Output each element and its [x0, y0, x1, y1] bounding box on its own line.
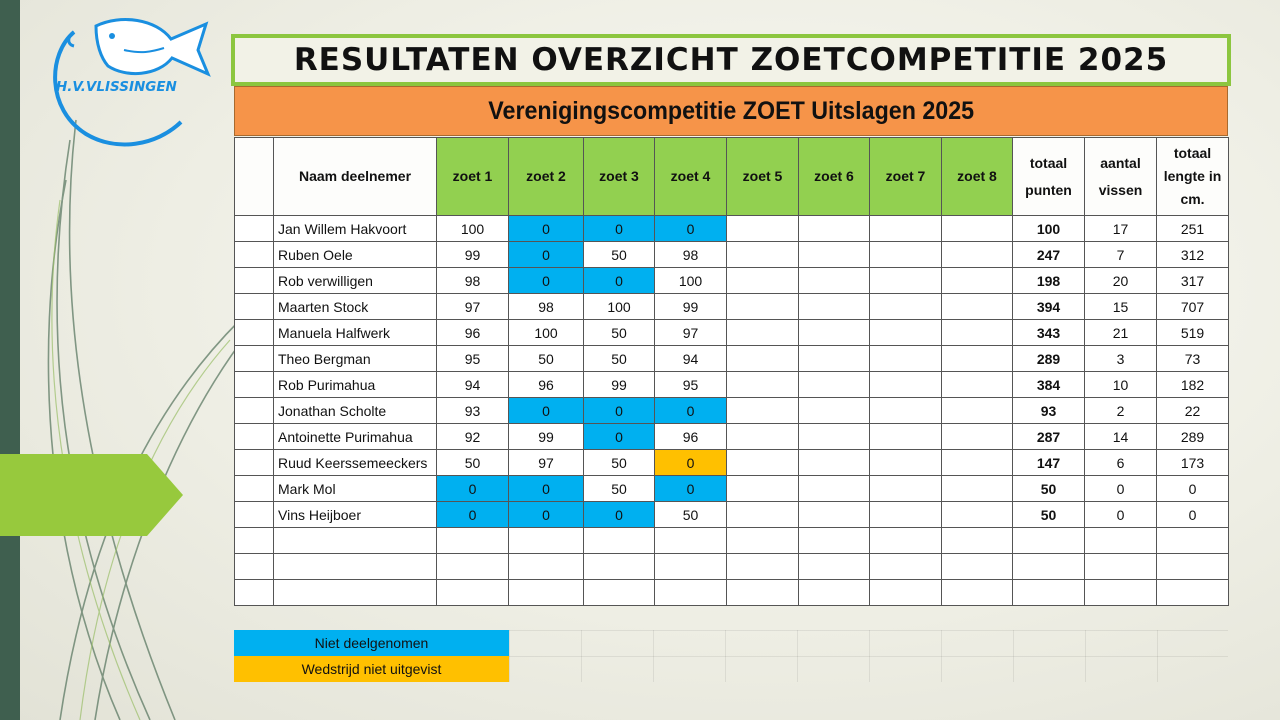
score-cell-zoet-5: [727, 580, 799, 606]
score-cell-zoet-2: 0: [509, 502, 584, 528]
score-cell-zoet-4: 98: [655, 242, 727, 268]
score-cell-zoet-8: [942, 450, 1013, 476]
score-cell-zoet-4: [655, 580, 727, 606]
participant-name-cell: Jan Willem Hakvoort: [274, 216, 437, 242]
participant-name-cell: Antoinette Purimahua: [274, 424, 437, 450]
total-length-cell: 182: [1157, 372, 1229, 398]
fish-count-cell: [1085, 580, 1157, 606]
green-arrow-shape: [0, 454, 183, 536]
total-points-cell: 147: [1013, 450, 1085, 476]
total-points-cell: 198: [1013, 268, 1085, 294]
hook-tip-icon: [69, 32, 74, 46]
total-length-cell: 317: [1157, 268, 1229, 294]
participant-name-cell: Theo Bergman: [274, 346, 437, 372]
score-cell-zoet-2: [509, 580, 584, 606]
total-points-cell: [1013, 554, 1085, 580]
score-cell-zoet-5: [727, 372, 799, 398]
column-header-aantal-vissen: aantal vissen: [1085, 138, 1157, 216]
fish-count-cell: 20: [1085, 268, 1157, 294]
score-cell-zoet-3: 0: [584, 502, 655, 528]
score-cell-zoet-8: [942, 268, 1013, 294]
column-header-zoet-5: zoet 5: [727, 138, 799, 216]
score-cell-zoet-6: [799, 476, 870, 502]
score-cell-zoet-8: [942, 320, 1013, 346]
score-cell-zoet-5: [727, 450, 799, 476]
row-index-cell: [235, 476, 274, 502]
table-row: [235, 242, 1229, 268]
row-index-cell: [235, 502, 274, 528]
participant-name-cell: Maarten Stock: [274, 294, 437, 320]
table-row: [235, 424, 1229, 450]
table-row: [235, 268, 1229, 294]
score-cell-zoet-5: [727, 424, 799, 450]
column-header-zoet-2: zoet 2: [509, 138, 584, 216]
table-row: [235, 528, 1229, 554]
total-points-cell: 289: [1013, 346, 1085, 372]
score-cell-zoet-1: [437, 554, 509, 580]
score-cell-zoet-5: [727, 554, 799, 580]
subtitle-bar: [234, 86, 1228, 136]
participant-name-cell: Ruud Keerssemeeckers: [274, 450, 437, 476]
participant-name-cell: [274, 554, 437, 580]
total-length-cell: 707: [1157, 294, 1229, 320]
score-cell-zoet-1: 97: [437, 294, 509, 320]
score-cell-zoet-1: [437, 580, 509, 606]
legend-faint-grid: [509, 630, 1228, 682]
total-points-cell: 287: [1013, 424, 1085, 450]
legend-label-wedstrijd-niet-uitgevist: Wedstrijd niet uitgevist: [301, 661, 442, 677]
total-points-cell: 100: [1013, 216, 1085, 242]
row-index-cell: [235, 216, 274, 242]
participant-name-cell: Vins Heijboer: [274, 502, 437, 528]
total-length-cell: 289: [1157, 424, 1229, 450]
total-length-cell: [1157, 554, 1229, 580]
score-cell-zoet-6: [799, 346, 870, 372]
score-cell-zoet-8: [942, 242, 1013, 268]
fish-count-cell: [1085, 554, 1157, 580]
score-cell-zoet-6: [799, 398, 870, 424]
score-cell-zoet-3: 50: [584, 320, 655, 346]
table-row: [235, 320, 1229, 346]
score-cell-zoet-2: 0: [509, 242, 584, 268]
score-cell-zoet-3: 100: [584, 294, 655, 320]
score-cell-zoet-6: [799, 242, 870, 268]
score-cell-zoet-7: [870, 294, 942, 320]
score-cell-zoet-2: 0: [509, 268, 584, 294]
column-header-zoet-6: zoet 6: [799, 138, 870, 216]
score-cell-zoet-3: 0: [584, 424, 655, 450]
score-cell-zoet-1: 95: [437, 346, 509, 372]
score-cell-zoet-1: 99: [437, 242, 509, 268]
legend-wedstrijd-niet-uitgevist: [234, 656, 509, 682]
score-cell-zoet-8: [942, 528, 1013, 554]
score-cell-zoet-1: 92: [437, 424, 509, 450]
score-cell-zoet-1: 93: [437, 398, 509, 424]
score-cell-zoet-4: 95: [655, 372, 727, 398]
table-row: [235, 450, 1229, 476]
results-table-body: [235, 216, 1229, 606]
participant-name-cell: Ruben Oele: [274, 242, 437, 268]
score-cell-zoet-7: [870, 502, 942, 528]
fish-count-cell: 14: [1085, 424, 1157, 450]
score-cell-zoet-6: [799, 502, 870, 528]
score-cell-zoet-4: 100: [655, 268, 727, 294]
score-cell-zoet-3: [584, 554, 655, 580]
score-cell-zoet-4: 0: [655, 398, 727, 424]
total-points-cell: [1013, 528, 1085, 554]
fish-count-cell: 10: [1085, 372, 1157, 398]
score-cell-zoet-4: 0: [655, 476, 727, 502]
fish-count-cell: 0: [1085, 476, 1157, 502]
score-cell-zoet-6: [799, 268, 870, 294]
score-cell-zoet-2: 96: [509, 372, 584, 398]
column-header-zoet-7: zoet 7: [870, 138, 942, 216]
score-cell-zoet-5: [727, 528, 799, 554]
column-header-zoet-1: zoet 1: [437, 138, 509, 216]
fish-count-cell: 17: [1085, 216, 1157, 242]
score-cell-zoet-1: 98: [437, 268, 509, 294]
score-cell-zoet-8: [942, 398, 1013, 424]
table-header-row: [235, 138, 1229, 216]
total-points-cell: 93: [1013, 398, 1085, 424]
score-cell-zoet-2: 0: [509, 216, 584, 242]
score-cell-zoet-1: 100: [437, 216, 509, 242]
total-length-cell: 0: [1157, 502, 1229, 528]
score-cell-zoet-8: [942, 216, 1013, 242]
table-row: [235, 346, 1229, 372]
score-cell-zoet-1: 50: [437, 450, 509, 476]
row-index-cell: [235, 450, 274, 476]
table-row: [235, 294, 1229, 320]
score-cell-zoet-2: 98: [509, 294, 584, 320]
score-cell-zoet-6: [799, 424, 870, 450]
row-index-cell: [235, 268, 274, 294]
score-cell-zoet-4: [655, 528, 727, 554]
score-cell-zoet-7: [870, 346, 942, 372]
total-points-cell: [1013, 580, 1085, 606]
score-cell-zoet-2: 99: [509, 424, 584, 450]
score-cell-zoet-7: [870, 216, 942, 242]
score-cell-zoet-6: [799, 216, 870, 242]
column-header-zoet-3: zoet 3: [584, 138, 655, 216]
score-cell-zoet-2: 97: [509, 450, 584, 476]
row-index-cell: [235, 242, 274, 268]
fish-count-cell: 21: [1085, 320, 1157, 346]
score-cell-zoet-6: [799, 320, 870, 346]
score-cell-zoet-3: 0: [584, 398, 655, 424]
score-cell-zoet-1: 94: [437, 372, 509, 398]
fish-count-cell: 0: [1085, 502, 1157, 528]
score-cell-zoet-1: 96: [437, 320, 509, 346]
score-cell-zoet-3: 50: [584, 242, 655, 268]
score-cell-zoet-7: [870, 320, 942, 346]
table-row: [235, 502, 1229, 528]
score-cell-zoet-3: [584, 528, 655, 554]
total-length-cell: 73: [1157, 346, 1229, 372]
row-index-cell: [235, 554, 274, 580]
page-title: RESULTATEN OVERZICHT ZOETCOMPETITIE 2025: [293, 42, 1169, 78]
total-points-cell: 50: [1013, 476, 1085, 502]
score-cell-zoet-3: 0: [584, 216, 655, 242]
score-cell-zoet-8: [942, 554, 1013, 580]
score-cell-zoet-2: 100: [509, 320, 584, 346]
score-cell-zoet-4: 94: [655, 346, 727, 372]
legend: [234, 630, 509, 682]
club-logo: [46, 14, 216, 148]
row-index-cell: [235, 372, 274, 398]
score-cell-zoet-6: [799, 450, 870, 476]
row-index-cell: [235, 580, 274, 606]
score-cell-zoet-7: [870, 398, 942, 424]
score-cell-zoet-5: [727, 502, 799, 528]
column-header-index: [235, 138, 274, 216]
score-cell-zoet-1: [437, 528, 509, 554]
score-cell-zoet-5: [727, 216, 799, 242]
score-cell-zoet-2: [509, 554, 584, 580]
column-header-totaal-lengte: totaal lengte in cm.: [1157, 138, 1229, 216]
row-index-cell: [235, 528, 274, 554]
participant-name-cell: Manuela Halfwerk: [274, 320, 437, 346]
score-cell-zoet-2: 0: [509, 476, 584, 502]
score-cell-zoet-5: [727, 398, 799, 424]
score-cell-zoet-5: [727, 242, 799, 268]
fish-count-cell: 3: [1085, 346, 1157, 372]
column-header-totaal-punten: totaal punten: [1013, 138, 1085, 216]
score-cell-zoet-8: [942, 346, 1013, 372]
column-header-zoet-4: zoet 4: [655, 138, 727, 216]
results-table: [234, 137, 1229, 606]
score-cell-zoet-1: 0: [437, 502, 509, 528]
score-cell-zoet-7: [870, 372, 942, 398]
score-cell-zoet-8: [942, 476, 1013, 502]
score-cell-zoet-6: [799, 580, 870, 606]
participant-name-cell: [274, 580, 437, 606]
score-cell-zoet-3: 50: [584, 450, 655, 476]
score-cell-zoet-4: 99: [655, 294, 727, 320]
logo-text: H.V.VLISSINGEN: [56, 79, 177, 95]
row-index-cell: [235, 320, 274, 346]
score-cell-zoet-5: [727, 346, 799, 372]
score-cell-zoet-7: [870, 268, 942, 294]
column-header-zoet-8: zoet 8: [942, 138, 1013, 216]
score-cell-zoet-7: [870, 242, 942, 268]
score-cell-zoet-4: 50: [655, 502, 727, 528]
total-length-cell: [1157, 528, 1229, 554]
score-cell-zoet-5: [727, 320, 799, 346]
score-cell-zoet-4: 96: [655, 424, 727, 450]
column-header-name: Naam deelnemer: [274, 138, 437, 216]
score-cell-zoet-7: [870, 476, 942, 502]
score-cell-zoet-4: 0: [655, 216, 727, 242]
participant-name-cell: Rob Purimahua: [274, 372, 437, 398]
total-points-cell: 394: [1013, 294, 1085, 320]
score-cell-zoet-8: [942, 372, 1013, 398]
total-length-cell: 519: [1157, 320, 1229, 346]
total-length-cell: 251: [1157, 216, 1229, 242]
participant-name-cell: Mark Mol: [274, 476, 437, 502]
total-points-cell: 384: [1013, 372, 1085, 398]
score-cell-zoet-5: [727, 294, 799, 320]
score-cell-zoet-7: [870, 528, 942, 554]
table-row: [235, 554, 1229, 580]
fish-count-cell: 15: [1085, 294, 1157, 320]
page-title-box: [231, 34, 1231, 86]
row-index-cell: [235, 346, 274, 372]
score-cell-zoet-7: [870, 450, 942, 476]
participant-name-cell: Rob verwilligen: [274, 268, 437, 294]
legend-niet-deelgenomen: [234, 630, 509, 656]
score-cell-zoet-6: [799, 528, 870, 554]
score-cell-zoet-2: 50: [509, 346, 584, 372]
score-cell-zoet-1: 0: [437, 476, 509, 502]
score-cell-zoet-6: [799, 372, 870, 398]
total-length-cell: 22: [1157, 398, 1229, 424]
table-row: [235, 216, 1229, 242]
score-cell-zoet-6: [799, 554, 870, 580]
fish-count-cell: [1085, 528, 1157, 554]
score-cell-zoet-3: 0: [584, 268, 655, 294]
total-points-cell: 343: [1013, 320, 1085, 346]
table-row: [235, 398, 1229, 424]
score-cell-zoet-2: [509, 528, 584, 554]
score-cell-zoet-3: 99: [584, 372, 655, 398]
total-points-cell: 247: [1013, 242, 1085, 268]
score-cell-zoet-8: [942, 424, 1013, 450]
row-index-cell: [235, 294, 274, 320]
subtitle: Verenigingscompetitie ZOET Uitslagen 2025: [488, 96, 974, 125]
total-length-cell: 312: [1157, 242, 1229, 268]
score-cell-zoet-8: [942, 502, 1013, 528]
score-cell-zoet-3: [584, 580, 655, 606]
score-cell-zoet-3: 50: [584, 346, 655, 372]
score-cell-zoet-2: 0: [509, 398, 584, 424]
total-points-cell: 50: [1013, 502, 1085, 528]
score-cell-zoet-4: [655, 554, 727, 580]
score-cell-zoet-6: [799, 294, 870, 320]
total-length-cell: 173: [1157, 450, 1229, 476]
score-cell-zoet-4: 0: [655, 450, 727, 476]
fish-count-cell: 2: [1085, 398, 1157, 424]
score-cell-zoet-8: [942, 580, 1013, 606]
score-cell-zoet-5: [727, 268, 799, 294]
table-row: [235, 580, 1229, 606]
participant-name-cell: [274, 528, 437, 554]
total-length-cell: 0: [1157, 476, 1229, 502]
score-cell-zoet-8: [942, 294, 1013, 320]
fish-count-cell: 7: [1085, 242, 1157, 268]
fish-count-cell: 6: [1085, 450, 1157, 476]
fish-icon: [96, 20, 208, 74]
row-index-cell: [235, 424, 274, 450]
score-cell-zoet-5: [727, 476, 799, 502]
table-row: [235, 372, 1229, 398]
score-cell-zoet-7: [870, 424, 942, 450]
score-cell-zoet-4: 97: [655, 320, 727, 346]
table-row: [235, 476, 1229, 502]
score-cell-zoet-7: [870, 580, 942, 606]
score-cell-zoet-7: [870, 554, 942, 580]
score-cell-zoet-3: 50: [584, 476, 655, 502]
participant-name-cell: Jonathan Scholte: [274, 398, 437, 424]
total-length-cell: [1157, 580, 1229, 606]
row-index-cell: [235, 398, 274, 424]
legend-label-niet-deelgenomen: Niet deelgenomen: [314, 635, 429, 651]
